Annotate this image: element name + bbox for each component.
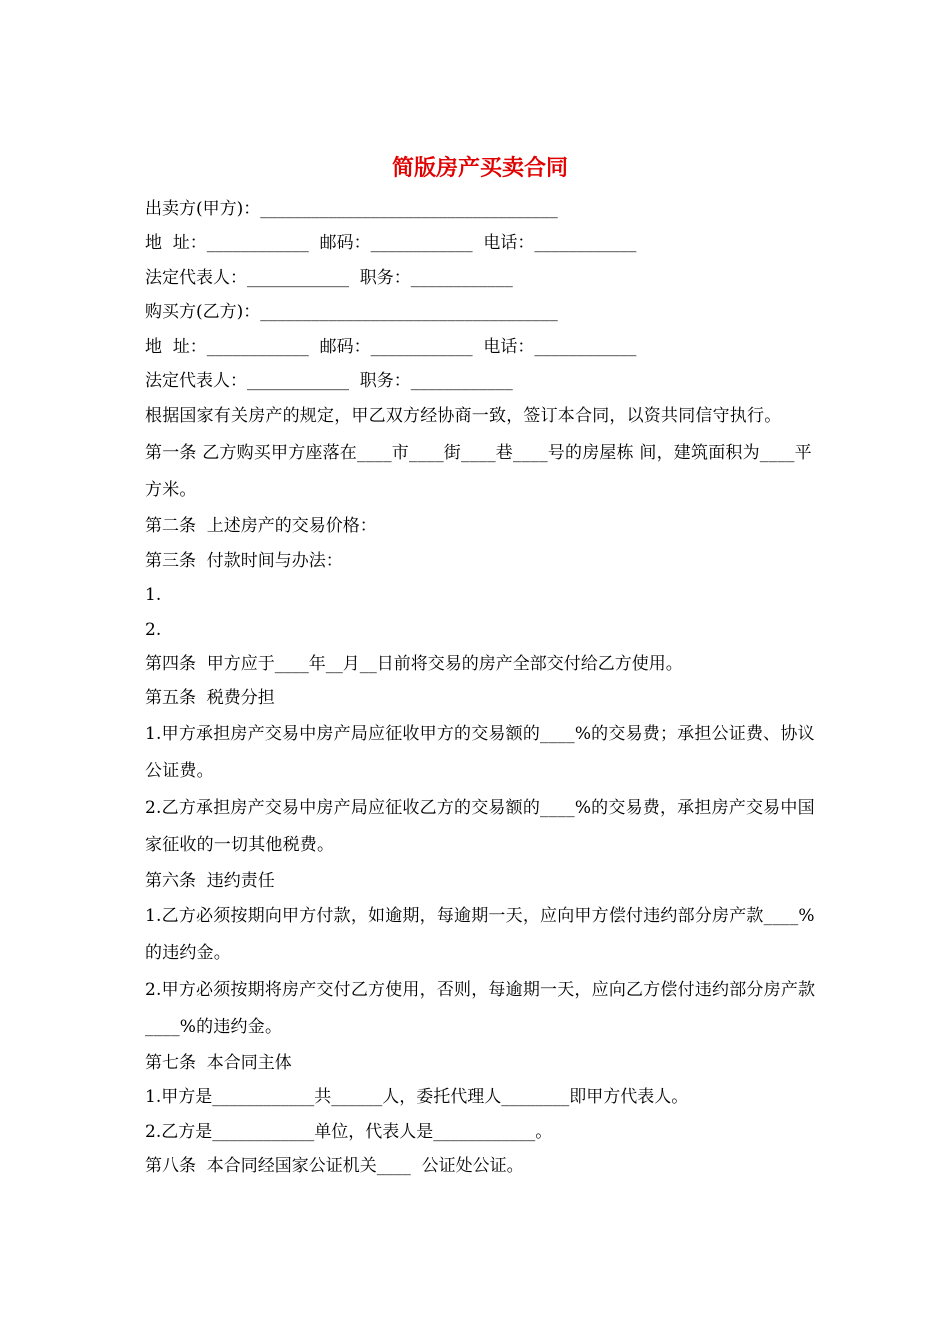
article-5-item-2: 2.乙方承担房产交易中房产局应征收乙方的交易额的____%的交易费，承担房产交易中国家征收的一切其他税费。 bbox=[145, 797, 815, 855]
article-6: 第六条 违约责任 bbox=[145, 870, 275, 891]
article-7-item-1: 1.甲方是____________共______人，委托代理人________即甲方代表人。 bbox=[145, 1087, 689, 1108]
buyer-representative-line: 法定代表人：____________ 职务：____________ bbox=[145, 370, 513, 391]
seller-representative-line: 法定代表人：____________ 职务：____________ bbox=[145, 267, 513, 288]
article-4: 第四条 甲方应于____年__月__日前将交易的房产全部交付给乙方使用。 bbox=[145, 653, 683, 674]
buyer-address-line: 地 址：____________ 邮码：____________ 电话：____________ bbox=[145, 336, 637, 357]
contract-page bbox=[145, 148, 825, 1184]
seller-address-line: 地 址：____________ 邮码：____________ 电话：____________ bbox=[145, 233, 637, 254]
seller-name-line: 出卖方(甲方)：___________________________________ bbox=[145, 199, 558, 219]
article-7-item-2: 2.乙方是____________单位，代表人是____________。 bbox=[145, 1121, 553, 1142]
article-1: 第一条 乙方购买甲方座落在____市____街____巷____号的房屋栋 间，建筑面积为____平方米。 bbox=[145, 443, 812, 501]
document-title: 简版房产买卖合同 bbox=[391, 155, 568, 181]
article-6-item-2: 2.甲方必须按期将房产交付乙方使用，否则，每逾期一天，应向乙方偿付违约部分房产款____%的违约金。 bbox=[145, 980, 816, 1038]
article-3-item-2: 2. bbox=[145, 619, 162, 640]
article-5-item-1: 1.甲方承担房产交易中房产局应征收甲方的交易额的____%的交易费；承担公证费、协议公证费。 bbox=[145, 723, 815, 781]
article-5: 第五条 税费分担 bbox=[145, 688, 275, 709]
article-3-item-1: 1. bbox=[145, 585, 162, 606]
article-7: 第七条 本合同主体 bbox=[145, 1053, 292, 1074]
article-6-item-1: 1.乙方必须按期向甲方付款，如逾期，每逾期一天，应向甲方偿付违约部分房产款____%的违约金。 bbox=[145, 906, 815, 964]
buyer-name-line: 购买方(乙方)：___________________________________ bbox=[145, 302, 558, 323]
article-8: 第八条 本合同经国家公证机关____ 公证处公证。 bbox=[145, 1156, 524, 1177]
preamble-paragraph: 根据国家有关房产的规定，甲乙双方经协商一致，签订本合同，以资共同信守执行。 bbox=[145, 406, 782, 427]
article-3: 第三条 付款时间与办法： bbox=[145, 550, 343, 571]
article-2: 第二条 上述房产的交易价格： bbox=[145, 516, 377, 537]
